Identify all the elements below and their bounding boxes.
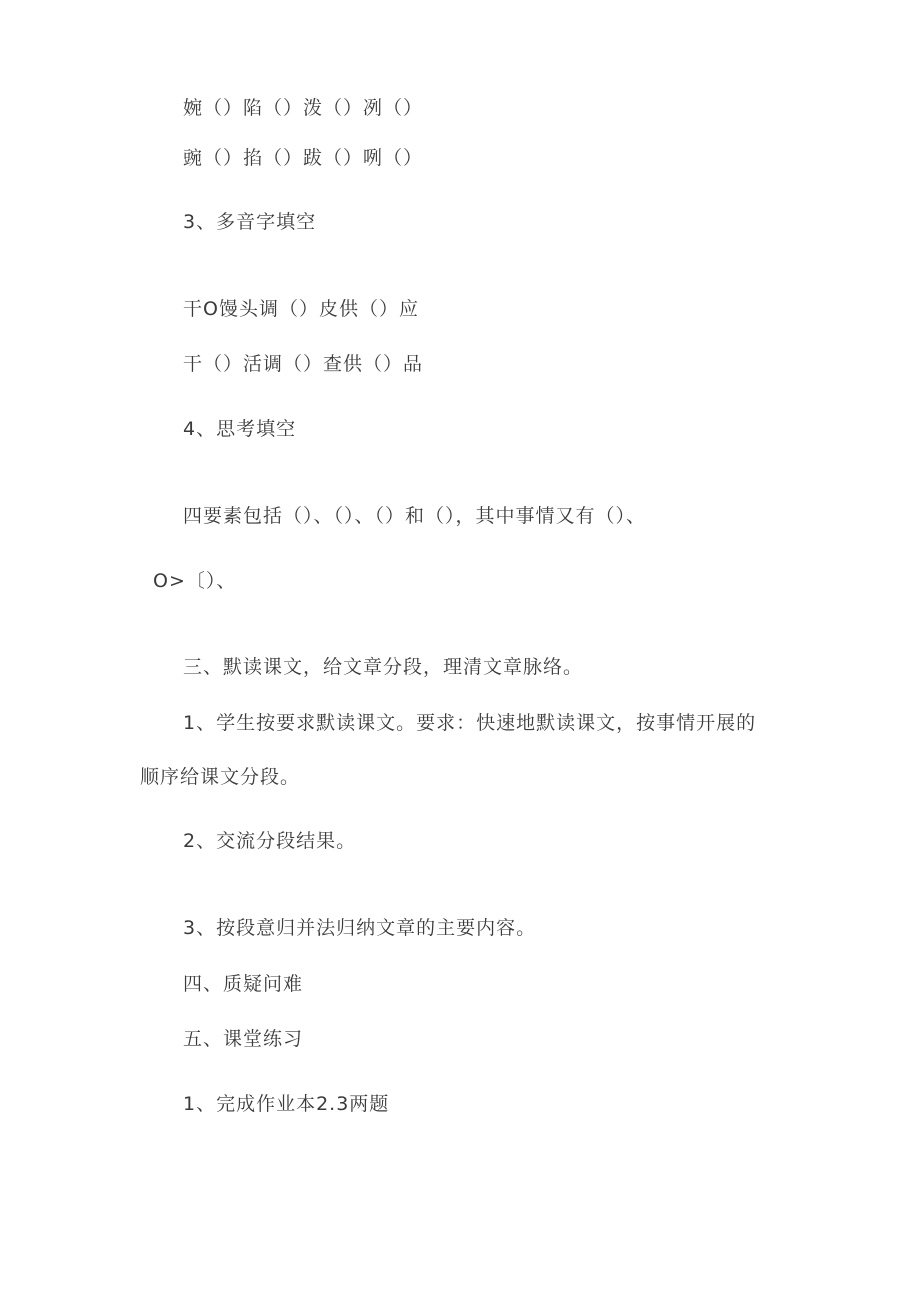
- heading-polyphone: 3、多音字填空: [183, 211, 317, 233]
- char-fill-row-2: 豌（）掐（）跋（）咧（）: [183, 147, 424, 169]
- step-1-text: 1、学生按要求默读课文。要求：快速地默读课文，按事情开展的: [183, 712, 757, 734]
- section-three-heading: 三、默读课文，给文章分段，理清文章脉络。: [183, 656, 584, 678]
- step-1-continued: 顺序给课文分段。: [140, 766, 301, 788]
- exercise-1-text: 1、完成作业本2.3两题: [183, 1093, 390, 1115]
- char-fill-row-1: 婉（）陷（）泼（）冽（）: [183, 97, 424, 119]
- section-five-heading: 五、课堂练习: [183, 1028, 304, 1050]
- four-elements-text: 四要素包括（）、（）、（）和（），其中事情又有（）、: [183, 505, 647, 527]
- step-3-text: 3、按段意归并法归纳文章的主要内容。: [183, 917, 537, 939]
- polyphone-row-2: 干（）活调（）查供（）品: [183, 353, 424, 375]
- section-four-heading: 四、质疑问难: [183, 973, 304, 995]
- heading-think-fill: 4、思考填空: [183, 418, 297, 440]
- polyphone-row-1: 干O馒头调（）皮供（）应: [183, 298, 419, 320]
- four-elements-continued: O>〔）、: [153, 570, 237, 592]
- step-2-text: 2、交流分段结果。: [183, 830, 357, 852]
